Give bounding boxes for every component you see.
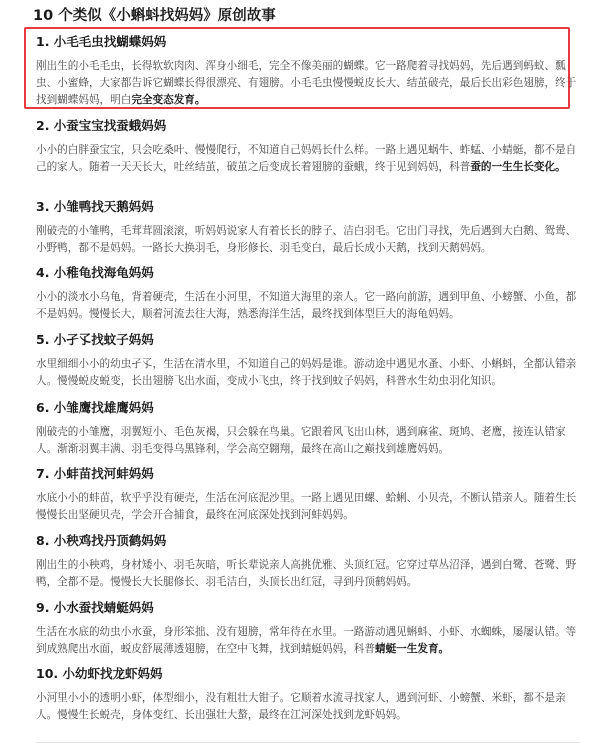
story-9	[36, 600, 581, 658]
story-7	[36, 466, 581, 524]
story-body: 生活在水底的幼虫小水蚕，身形笨拙、没有翅膀，常年待在水里。一路游动遇见蝌蚪、小虾、水蜘蛛，屡屡认错。等到成熟爬出水面，蜕皮舒展薄透翅膀，在空中飞舞，找到蜻蜓妈妈，科普蜻蜓一生发育。	[36, 626, 577, 655]
story-8	[36, 533, 581, 591]
story-bold: 蚕的一生生长变化。	[470, 161, 566, 173]
story-2	[36, 118, 581, 176]
story-bold: 蜻蜓一生发育。	[375, 643, 450, 655]
story-4	[36, 265, 581, 323]
story-3	[36, 199, 581, 257]
story-body: 刚出生的小毛毛虫，长得软软肉肉、浑身小细毛，完全不像美丽的蝴蝶。它一路爬着寻找妈妈，先后遇到蚂蚁、瓢虫、小蜜蜂，大家都告诉它蝴蝶长得很漂亮、有翅膀。小毛毛虫慢慢蜕皮长大、结茧破壳，最后长出彩色翅膀，终于找到蝴蝶妈妈，明白完全变态发育。	[36, 60, 577, 106]
story-title: 10. 小幼虾找龙虾妈妈	[36, 666, 163, 681]
story-body: 刚出生的小秧鸡，身材矮小、羽毛灰暗，听长辈说亲人高挑优雅、头顶红冠。它穿过草丛沼泽，遇到白鹭、苍鹭、野鸭，全都不是。慢慢长大长腿修长、羽毛洁白，头顶长出红冠，寻到丹顶鹤妈妈。	[36, 559, 577, 588]
story-bold: 完全变态发育。	[131, 94, 206, 106]
story-title: 5. 小孑孓找蚊子妈妈	[36, 332, 154, 347]
story-body: 小小的白胖蚕宝宝，只会吃桑叶、慢慢爬行，不知道自己妈妈长什么样。一路上遇见蜗牛、蚱蜢、小蜻蜓，都不是自己的家人。随着一天天长大，吐丝结茧，破茧之后变成长着翅膀的蚕蛾，终于见到妈妈，科普蚕的一生生长变化。	[36, 144, 577, 173]
story-body: 小小的淡水小乌龟，背着硬壳，生活在小河里，不知道大海里的亲人。它一路向前游，遇到甲鱼、小螃蟹、小鱼，都不是妈妈。慢慢长大，顺着河流去往大海，熟悉海洋生活，最终找到体型巨大的海龟妈妈。	[36, 291, 577, 320]
story-title: 7. 小蚌苗找河蚌妈妈	[36, 466, 154, 481]
story-title: 6. 小雏鹰找雄鹰妈妈	[36, 400, 154, 415]
story-title: 1. 小毛毛虫找蝴蝶妈妈	[36, 34, 167, 49]
page-title: 10 个类似《小蝌蚪找妈妈》原创故事	[33, 8, 276, 24]
story-body: 刚破壳的小雏鸭，毛茸茸圆滚滚，听妈妈说家人有着长长的脖子、洁白羽毛。它出门寻找，先后遇到大白鹅、鸳鸯、小野鸭，都不是妈妈。一路长大换羽毛，身形修长、羽毛变白，最后长成小天鹅，找到天鹅妈妈。	[36, 225, 577, 254]
story-1	[36, 34, 581, 109]
story-title: 3. 小雏鸭找天鹅妈妈	[36, 199, 154, 214]
story-10	[36, 666, 581, 724]
story-title: 9. 小水蚕找蜻蜓妈妈	[36, 600, 154, 615]
bottom-divider	[36, 742, 580, 743]
story-body: 水里细细小小的幼虫孑孓，生活在清水里，不知道自己的妈妈是谁。游动途中遇见水蚤、小虾、小蝌蚪，全都认错亲人。慢慢蜕皮蜕变，长出翅膀飞出水面，变成小飞虫，终于找到蚊子妈妈，科普水生幼虫羽化知识。	[36, 358, 577, 387]
story-body: 水底小小的蚌苗，软乎乎没有硬壳，生活在河底泥沙里。一路上遇见田螺、蛤蜊、小贝壳，不断认错亲人。随着生长慢慢长出坚硬贝壳，学会开合捕食，最终在河底深处找到河蚌妈妈。	[36, 492, 577, 521]
story-6	[36, 400, 581, 458]
story-5	[36, 332, 581, 390]
story-body: 小河里小小的透明小虾，体型细小，没有粗壮大钳子。它顺着水流寻找家人，遇到河虾、小螃蟹、米虾，都不是亲人。慢慢生长蜕壳，身体变红、长出强壮大螯，最终在江河深处找到龙虾妈妈。	[36, 692, 566, 721]
story-body: 刚破壳的小雏鹰，羽翼短小、毛色灰褐，只会躲在鸟巢。它跟着风飞出山林，遇到麻雀、斑鸠、老鹰，接连认错家人。渐渐羽翼丰满、羽毛变得乌黑锋利，学会高空翱翔，最终在高山之巅找到雄鹰妈妈。	[36, 426, 566, 455]
story-title: 2. 小蚕宝宝找蚕蛾妈妈	[36, 118, 167, 133]
story-title: 8. 小秧鸡找丹顶鹤妈妈	[36, 533, 167, 548]
story-title: 4. 小稚龟找海龟妈妈	[36, 265, 154, 280]
